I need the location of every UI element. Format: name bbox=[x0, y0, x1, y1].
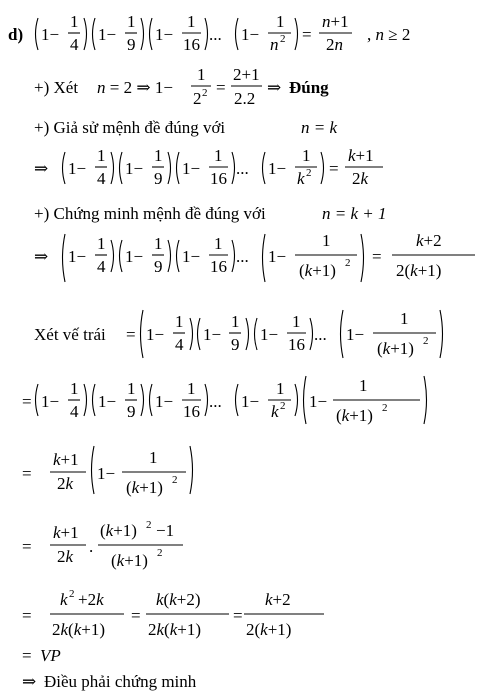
math-token: k+1 bbox=[348, 146, 374, 165]
math-token: 2+1 bbox=[233, 65, 260, 84]
math-token: 2k(k+1) bbox=[52, 620, 106, 639]
conclusion-text: Điều phải chứng minh bbox=[44, 672, 197, 691]
base-case-result: Đúng bbox=[289, 78, 329, 97]
math-token: 1 bbox=[302, 146, 311, 165]
math-token: 1− bbox=[346, 325, 365, 344]
math-token: 4 bbox=[97, 169, 106, 188]
math-token: (k+1) bbox=[377, 339, 414, 358]
math-token: , n ≥ 2 bbox=[367, 25, 411, 44]
assume-prefix: +) Giả sử mệnh đề đúng với bbox=[34, 118, 226, 137]
math-token: 1 bbox=[127, 379, 136, 398]
math-token: 1 bbox=[276, 379, 285, 398]
math-token: 2k bbox=[57, 547, 74, 566]
math-token: 1− bbox=[68, 247, 87, 266]
math-token: 2.2 bbox=[234, 89, 256, 108]
math-token: 1− bbox=[68, 159, 87, 178]
math-token: 2 bbox=[69, 588, 75, 600]
math-token: 1 bbox=[197, 65, 206, 84]
math-token: = bbox=[126, 325, 136, 344]
math-token: 1− bbox=[268, 247, 287, 266]
math-token: ... bbox=[209, 392, 222, 411]
math-token: 2(k+1) bbox=[246, 620, 292, 639]
math-token: 4 bbox=[70, 402, 79, 421]
math-token: 2 bbox=[202, 87, 208, 99]
math-token: 1 bbox=[127, 12, 136, 31]
math-token: 2 bbox=[345, 257, 351, 269]
math-token: 1− bbox=[146, 325, 165, 344]
math-token: (k+1) bbox=[100, 521, 137, 540]
math-token: = bbox=[22, 392, 32, 411]
math-token: 1 bbox=[214, 146, 223, 165]
math-token: 2 bbox=[157, 547, 163, 559]
math-token: k bbox=[60, 590, 68, 609]
math-token: k+1 bbox=[53, 450, 79, 469]
math-token: = bbox=[329, 159, 339, 178]
math-token: 1 bbox=[70, 12, 79, 31]
math-token: 1 bbox=[276, 12, 285, 31]
math-token: 1− bbox=[268, 159, 287, 178]
math-token: k bbox=[297, 169, 305, 188]
math-token: 9 bbox=[154, 257, 163, 276]
math-token: k+2 bbox=[416, 231, 442, 250]
math-token: = bbox=[233, 606, 243, 625]
math-token: n+1 bbox=[322, 12, 349, 31]
math-token: 1− bbox=[98, 25, 117, 44]
math-token: (k+1) bbox=[336, 406, 373, 425]
math-token: ⇒ bbox=[267, 78, 282, 97]
math-token: ... bbox=[236, 247, 249, 266]
math-token: 4 bbox=[70, 35, 79, 54]
math-token: 2 bbox=[172, 474, 178, 486]
math-token: 2(k+1) bbox=[396, 261, 442, 280]
math-token: (k+1) bbox=[126, 478, 163, 497]
math-token: = bbox=[372, 247, 382, 266]
math-token: 4 bbox=[97, 257, 106, 276]
math-token: 16 bbox=[183, 35, 200, 54]
math-token: 16 bbox=[288, 335, 305, 354]
math-token: ... bbox=[314, 325, 327, 344]
math-token: +2k bbox=[78, 590, 104, 609]
math-token: ⇒ bbox=[34, 159, 49, 178]
math-token: 2 bbox=[423, 335, 429, 347]
assume-condition: n = k bbox=[301, 118, 338, 137]
math-token: (k+1) bbox=[111, 551, 148, 570]
problem-label: d) bbox=[8, 25, 24, 44]
math-token: n bbox=[270, 35, 279, 54]
math-token: 16 bbox=[210, 257, 227, 276]
math-token: 1 bbox=[149, 448, 158, 467]
math-token: 2 bbox=[382, 402, 388, 414]
math-token: 1− bbox=[155, 392, 174, 411]
math-token: 1− bbox=[125, 247, 144, 266]
math-token: 1 bbox=[400, 309, 409, 328]
math-token: 1 bbox=[187, 379, 196, 398]
math-token: 4 bbox=[175, 335, 184, 354]
math-token: 1 bbox=[322, 231, 331, 250]
math-token: 1− bbox=[241, 392, 260, 411]
math-token: . bbox=[89, 537, 94, 556]
math-token: 1− bbox=[203, 325, 222, 344]
math-token: ... bbox=[236, 159, 249, 178]
math-token: = bbox=[216, 78, 226, 97]
math-token: 16 bbox=[210, 169, 227, 188]
math-token: VP bbox=[40, 646, 61, 665]
math-token: 9 bbox=[127, 35, 136, 54]
math-token: ... bbox=[209, 25, 222, 44]
math-token: 1 bbox=[292, 312, 301, 331]
math-token: 2k bbox=[57, 474, 74, 493]
math-token: 2 bbox=[146, 519, 152, 531]
math-token: 2 bbox=[306, 167, 312, 179]
math-token: 2k bbox=[352, 169, 369, 188]
base-case-prefix: +) Xét bbox=[34, 78, 79, 97]
math-token: 1 bbox=[97, 234, 106, 253]
math-token: 9 bbox=[127, 402, 136, 421]
math-token: = bbox=[22, 646, 32, 665]
prove-condition: n = k + 1 bbox=[322, 204, 387, 223]
math-token: = bbox=[22, 464, 32, 483]
math-token: 1 bbox=[214, 234, 223, 253]
math-token: 1− bbox=[182, 159, 201, 178]
math-token: n = 2 ⇒ 1− bbox=[97, 78, 173, 97]
math-token: 1− bbox=[260, 325, 279, 344]
math-token: 1− bbox=[125, 159, 144, 178]
lhs-label: Xét vế trái bbox=[34, 325, 106, 344]
math-token: 1− bbox=[309, 392, 328, 411]
math-token: 16 bbox=[183, 402, 200, 421]
math-token: 1− bbox=[41, 25, 60, 44]
math-token: = bbox=[302, 25, 312, 44]
math-token: 2n bbox=[326, 35, 343, 54]
math-token: 9 bbox=[231, 335, 240, 354]
math-token: k+2 bbox=[265, 590, 291, 609]
math-token: (k+1) bbox=[299, 261, 336, 280]
math-token: 1− bbox=[155, 25, 174, 44]
math-token: ⇒ bbox=[34, 247, 49, 266]
math-token: 1− bbox=[97, 464, 116, 483]
math-token: k bbox=[271, 402, 279, 421]
prove-prefix: +) Chứng minh mệnh đề đúng với bbox=[34, 204, 266, 223]
math-token: 1− bbox=[241, 25, 260, 44]
math-token: 1 bbox=[187, 12, 196, 31]
conclusion-arrow: ⇒ bbox=[22, 672, 37, 691]
math-token: = bbox=[22, 537, 32, 556]
math-token: 1 bbox=[70, 379, 79, 398]
math-token: 1 bbox=[154, 146, 163, 165]
math-token: 2 bbox=[280, 33, 286, 45]
math-token: 1 bbox=[154, 234, 163, 253]
math-token: 2 bbox=[193, 89, 202, 108]
math-token: 1 bbox=[359, 376, 368, 395]
math-token: 1− bbox=[98, 392, 117, 411]
math-token: 1 bbox=[97, 146, 106, 165]
math-token: 9 bbox=[154, 169, 163, 188]
math-token: 1 bbox=[231, 312, 240, 331]
math-token: 2k(k+1) bbox=[148, 620, 202, 639]
math-token: k(k+2) bbox=[156, 590, 201, 609]
math-token: −1 bbox=[156, 521, 175, 540]
math-token: = bbox=[131, 606, 141, 625]
math-token: 2 bbox=[280, 400, 286, 412]
math-token: 1− bbox=[41, 392, 60, 411]
math-token: = bbox=[22, 606, 32, 625]
math-token: 1− bbox=[182, 247, 201, 266]
math-token: 1 bbox=[175, 312, 184, 331]
math-token: k+1 bbox=[53, 523, 79, 542]
